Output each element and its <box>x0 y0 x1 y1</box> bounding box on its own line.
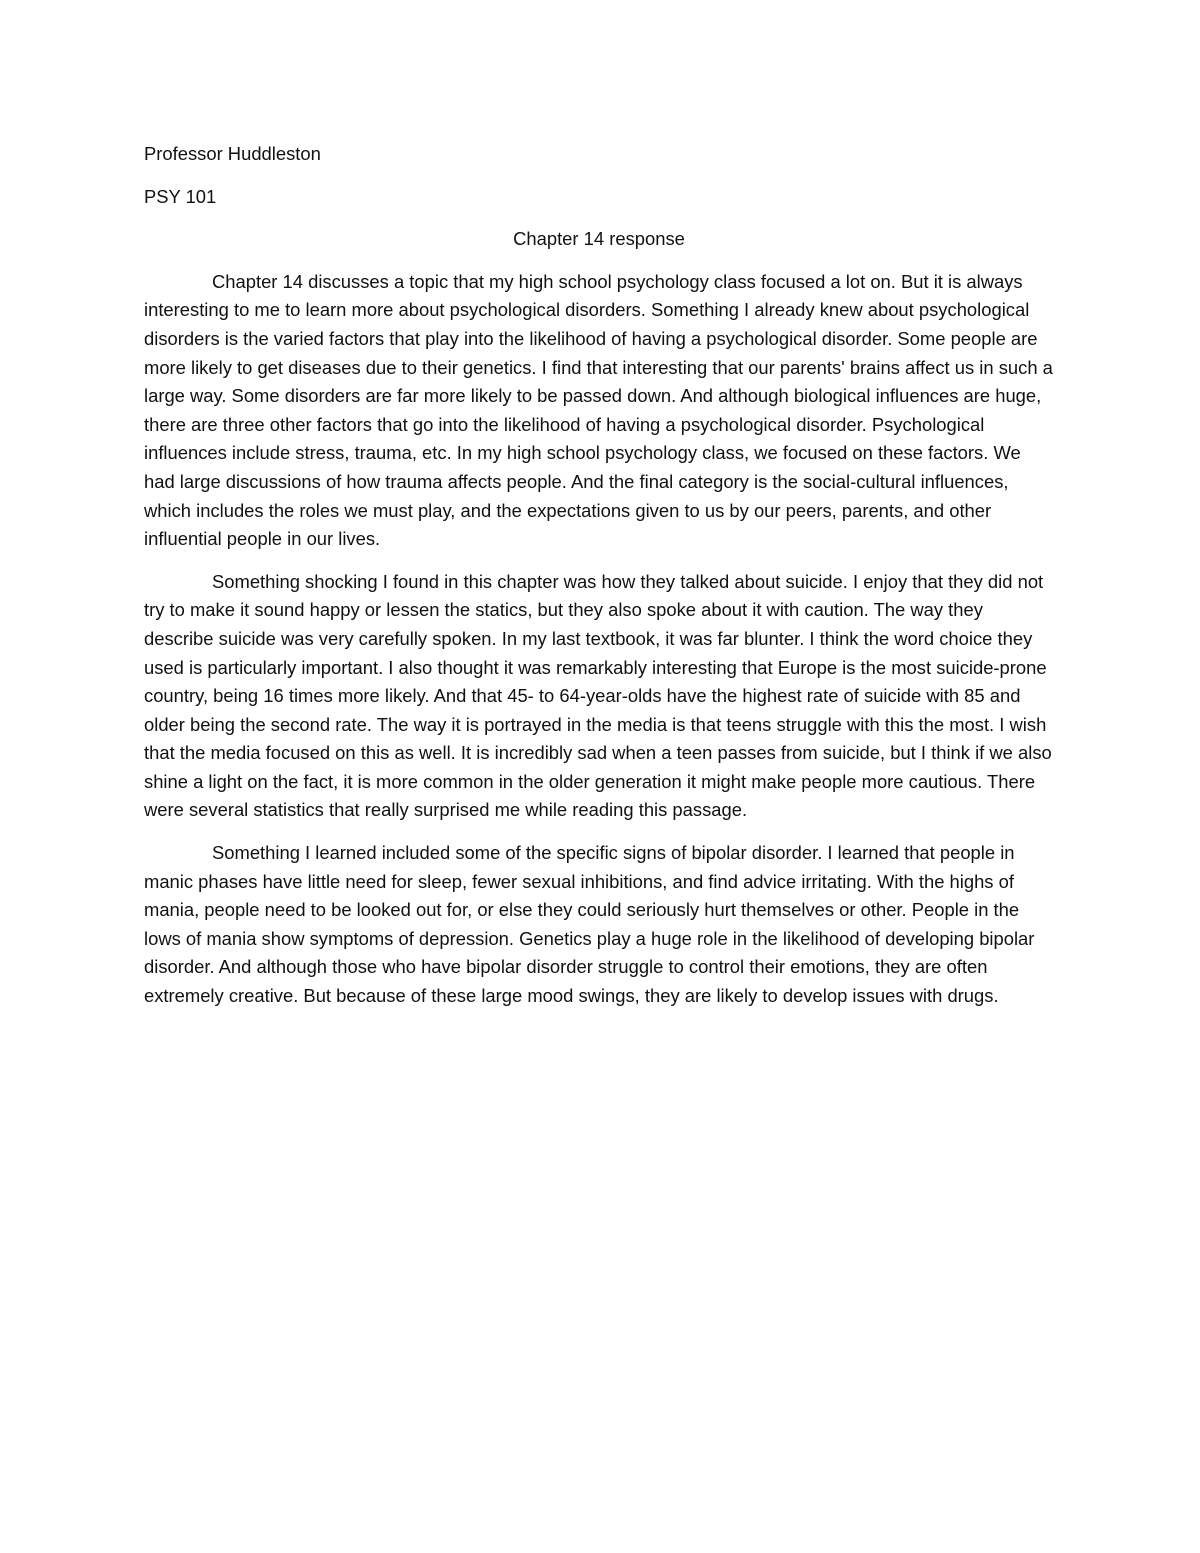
paragraph-3: Something I learned included some of the specific signs of bipolar disorder. I learned that people in manic phases have little need for sleep, fewer sexual inhibitions, and find advice irritating. With the highs of mania, people need to be looked out for, or else they could seriously hurt themselves or other. People in the lows of mania show symptoms of depression. Genetics play a huge role in the likelihood of developing bipolar disorder. And although those who have bipolar disorder struggle to control their emotions, they are often extremely creative. But because of these large mood swings, they are likely to develop issues with drugs. <box>144 842 1035 1007</box>
instructor-name: Professor Huddleston <box>144 143 321 164</box>
document-title: Chapter 14 response <box>513 228 685 250</box>
course-code: PSY 101 <box>144 185 217 207</box>
paragraph-2: Something shocking I found in this chapter was how they talked about suicide. I enjoy that they did not try to make it sound happy or lessen the statics, but they also spoke about it with caution. The way they describe suicide was very carefully spoken. In my last textbook, it was far blunter. I think the word choice they used is particularly important. I also thought it was remarkably interesting that Europe is the most suicide-prone country, being 16 times more likely. And that 45- to 64-year-olds have the highest rate of suicide with 85 and older being the second rate. The way it is portrayed in the media is that teens struggle with this the most. I wish that the media focused on this as well. It is incredibly sad when a teen passes from suicide, but I think if we also shine a light on the fact, it is more common in the older generation it might make people more cautious. There were several statistics that really surprised me while reading this passage. <box>144 570 1052 821</box>
paragraph-1: Chapter 14 discusses a topic that my high school psychology class focused a lot on. But it is always interesting to me to learn more about psychological disorders. Something I already knew about psychological disorders is the varied factors that play into the likelihood of having a psychological disorder. Some people are more likely to get diseases due to their genetics. I find that interesting that our parents' brains affect us in such a large way. Some disorders are far more likely to be passed down. And although biological influences are huge, there are three other factors that go into the likelihood of having a psychological disorder. Psychological influences include stress, trauma, etc. In my high school psychology class, we focused on these factors. We had large discussions of how trauma affects people. And the final category is the social-cultural influences, which includes the roles we must play, and the expectations given to us by our peers, parents, and other influential people in our lives. <box>144 270 1053 550</box>
document-body <box>144 140 1054 1025</box>
